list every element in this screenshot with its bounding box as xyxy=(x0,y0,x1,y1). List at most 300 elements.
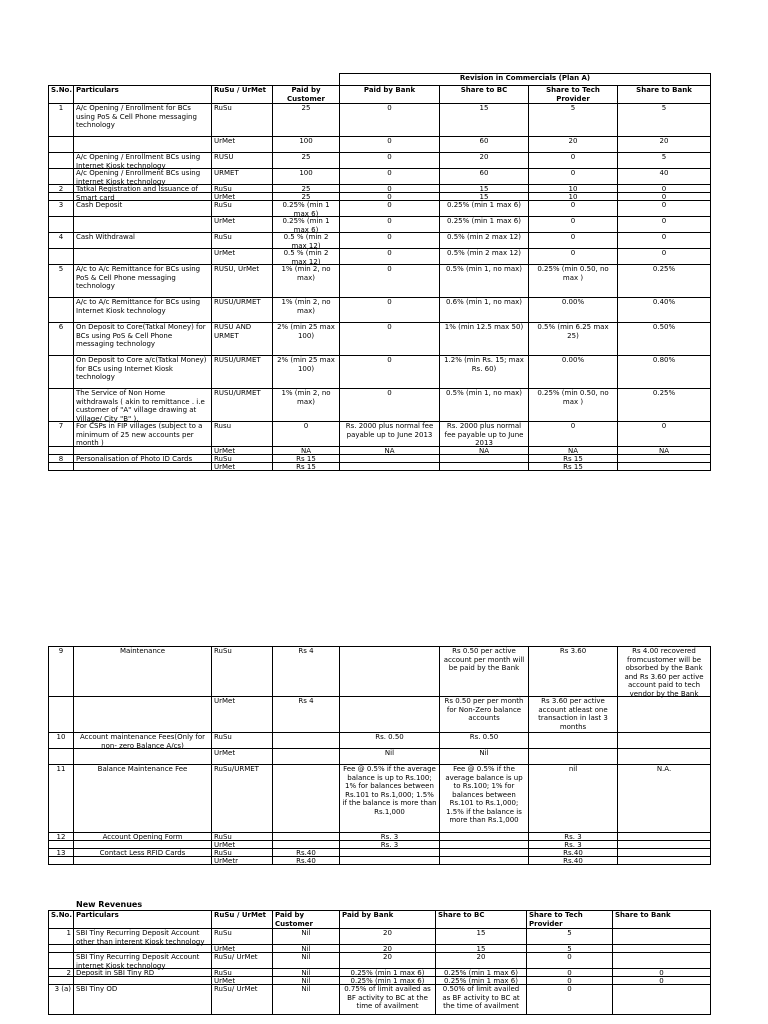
table-cell xyxy=(212,765,273,833)
table-cell xyxy=(273,153,340,169)
table-cell xyxy=(618,765,711,833)
cell-text: RuSu xyxy=(214,455,232,463)
cell-text: 0 xyxy=(387,217,392,225)
table-cell xyxy=(440,447,529,455)
table-row xyxy=(49,765,711,833)
cell-text: 0 xyxy=(387,249,392,257)
table-cell xyxy=(212,422,273,447)
cell-text: 0.00% xyxy=(561,298,585,306)
cell-text: Rs.40 xyxy=(563,849,583,857)
table-cell xyxy=(440,153,529,169)
table-cell xyxy=(273,977,340,985)
cell-text: Cash Withdrawal xyxy=(76,233,135,241)
cell-text: Rs.40 xyxy=(563,857,583,865)
table-cell xyxy=(529,169,618,185)
table-cell xyxy=(529,455,618,463)
cell-text: RUSU/URMET xyxy=(214,389,261,397)
cell-text: Rs.40 xyxy=(296,857,316,865)
table-cell xyxy=(49,233,74,249)
cell-text: 0 xyxy=(387,169,392,177)
table-cell xyxy=(49,323,74,356)
new-revenues-title: New Revenues xyxy=(76,900,143,909)
table-cell xyxy=(440,249,529,265)
table-cell xyxy=(529,733,618,749)
table-cell xyxy=(49,265,74,298)
cell-text: 5 xyxy=(567,945,572,953)
table-cell xyxy=(618,455,711,463)
table-cell xyxy=(49,985,74,1015)
table-cell xyxy=(273,849,340,857)
table-cell xyxy=(49,697,74,733)
table-cell xyxy=(212,985,273,1015)
table-cell xyxy=(340,447,440,455)
table-cell xyxy=(340,841,440,849)
cell-text: 20 xyxy=(476,953,486,961)
cell-text: 0 xyxy=(387,193,392,201)
table-cell xyxy=(273,697,340,733)
cell-text: 1% (min 2, no max) xyxy=(281,265,331,282)
cell-text: Account Opening Form xyxy=(102,833,183,841)
cell-text: The Service of Non Home withdrawals ( akin to remittance . i.e customer of "A" village drawing at Village/ City "B" ). xyxy=(76,389,205,423)
cell-text: 0 xyxy=(570,217,576,225)
cell-text: Fee @ 0.5% if the average balance is up to Rs.100; 1% for balances between Rs.101 to Rs.1,000; 1.5% if the balance is more than Rs.1,000 xyxy=(445,765,523,824)
table-cell xyxy=(212,201,273,217)
table-cell xyxy=(49,977,74,985)
table-cell xyxy=(74,137,212,153)
table-cell xyxy=(273,217,340,233)
cell-text: Rs 0.50 per active account per month will be paid by the Bank xyxy=(443,647,525,672)
table-cell xyxy=(340,137,440,153)
cell-text: 0 xyxy=(661,217,667,225)
table-cell xyxy=(74,857,212,865)
cell-text: 0 xyxy=(387,153,392,161)
table-cell xyxy=(49,153,74,169)
cell-text: RuSu xyxy=(214,833,232,841)
cell-text: 15 xyxy=(479,185,489,193)
table-cell xyxy=(527,969,613,977)
cell-text: Balance Maintenance Fee xyxy=(97,765,188,773)
cell-text: 3 (a) xyxy=(54,985,71,993)
table-cell xyxy=(273,833,340,841)
cell-text: 0 xyxy=(659,977,664,985)
table-cell xyxy=(618,153,711,169)
cell-text: 20 xyxy=(383,945,392,953)
table-cell xyxy=(440,169,529,185)
table-row xyxy=(49,857,711,865)
cell-text: NA xyxy=(567,447,579,455)
table-cell xyxy=(440,422,529,447)
table-cell xyxy=(440,765,529,833)
table-cell xyxy=(436,985,527,1015)
table-cell xyxy=(273,185,340,193)
cell-text: Rs 0.50 per per month for Non-Zero balance accounts xyxy=(444,697,524,722)
cell-text: 0.5% (min 2 max 12) xyxy=(447,249,521,257)
table-cell xyxy=(212,389,273,422)
table-row xyxy=(49,969,711,977)
table-cell xyxy=(440,265,529,298)
cell-text: Contact Less RFID Cards xyxy=(99,849,186,857)
table-cell xyxy=(273,169,340,185)
table-cell xyxy=(212,447,273,455)
table-row xyxy=(49,929,711,945)
table-cell xyxy=(440,833,529,841)
table-cell xyxy=(529,765,618,833)
cell-text: UrMet xyxy=(214,697,236,705)
table-cell xyxy=(74,455,212,463)
table-header-row xyxy=(49,86,711,104)
cell-text: SBI Tiny Recurring Deposit Account internet Kiosk technology xyxy=(76,953,200,970)
cell-text: 2 xyxy=(66,969,71,977)
cell-text: 7 xyxy=(58,422,64,430)
cell-text: A/c Opening / Enrollment for BCs using PoS & Cell Phone messaging technology xyxy=(76,104,197,129)
table-cell xyxy=(618,193,711,201)
table-cell xyxy=(49,298,74,323)
cell-text: 0 xyxy=(661,185,667,193)
table-cell xyxy=(273,857,340,865)
table-cell xyxy=(340,833,440,841)
table-cell xyxy=(618,298,711,323)
cell-text: RUSU xyxy=(214,153,234,161)
table-cell xyxy=(618,104,711,137)
table-cell xyxy=(74,969,212,977)
table-row xyxy=(49,733,711,749)
cell-text: 10 xyxy=(568,193,578,201)
table-cell xyxy=(340,749,440,765)
cell-text: Nil xyxy=(301,945,311,953)
cell-text: Nil xyxy=(301,977,311,985)
table-row xyxy=(49,249,711,265)
table-row xyxy=(49,463,711,471)
table-cell xyxy=(273,356,340,389)
col-sno: S.No. xyxy=(49,86,74,104)
cell-text: 0.5% (min 2 max 12) xyxy=(447,233,521,241)
cell-text: Rs. 3 xyxy=(380,833,399,841)
table-cell xyxy=(618,857,711,865)
cell-text: 60 xyxy=(479,137,489,145)
cell-text: RUSU AND URMET xyxy=(214,323,252,340)
cell-text: RuSu xyxy=(214,969,232,977)
table-cell xyxy=(340,985,436,1015)
table-cell xyxy=(74,201,212,217)
cell-text: 0.25% (min 1 max 6) xyxy=(444,977,518,985)
cell-text: 5 xyxy=(58,265,64,273)
table-cell xyxy=(74,929,212,945)
col-share-to-bc: Share to BC xyxy=(436,911,527,929)
cell-text: RuSu/URMET xyxy=(214,765,259,773)
table-cell xyxy=(529,185,618,193)
cell-text: A/c Opening / Enrollment BCs using internet Kiosk technology xyxy=(76,169,201,186)
table-cell xyxy=(436,977,527,985)
table-cell xyxy=(212,977,273,985)
table-cell xyxy=(613,945,711,953)
cell-text: URMET xyxy=(214,169,239,177)
table-cell xyxy=(74,463,212,471)
cell-text: 0 xyxy=(387,233,392,241)
cell-text: 0 xyxy=(387,185,392,193)
cell-text: 11 xyxy=(56,765,66,773)
cell-text: RuSu xyxy=(214,233,232,241)
cell-text: Rs. 3 xyxy=(380,841,399,849)
cell-text: RUSU/URMET xyxy=(214,298,261,306)
cell-text: 40 xyxy=(659,169,669,177)
table-cell xyxy=(273,233,340,249)
cell-text: 25 xyxy=(301,153,311,161)
maintenance-table xyxy=(48,646,711,865)
cell-text: 0.75% of limit availed as BF activity to BC at the time of availment xyxy=(344,985,431,1010)
table-cell xyxy=(529,193,618,201)
cell-text: Rs 15 xyxy=(296,455,316,463)
cell-text: 5 xyxy=(661,104,667,112)
cell-text: Rs. 0.50 xyxy=(469,733,499,741)
table-row xyxy=(49,422,711,447)
table-cell xyxy=(273,422,340,447)
cell-text: 25 xyxy=(301,185,311,193)
table-cell xyxy=(529,697,618,733)
cell-text: 0 xyxy=(567,969,572,977)
table-cell xyxy=(618,356,711,389)
table-cell xyxy=(74,153,212,169)
cell-text: UrMet xyxy=(214,463,236,471)
cell-text: Maintenance xyxy=(119,647,166,655)
commercials-table-plan-a xyxy=(48,73,711,471)
table-cell xyxy=(618,849,711,857)
cell-text: N.A. xyxy=(656,765,672,773)
table-cell xyxy=(74,389,212,422)
table-cell xyxy=(74,849,212,857)
cell-text: 13 xyxy=(56,849,66,857)
cell-text: 0 xyxy=(661,422,667,430)
table-cell xyxy=(529,422,618,447)
table-header-row xyxy=(49,911,711,929)
table-cell xyxy=(618,323,711,356)
cell-text: UrMetr xyxy=(214,857,238,865)
table-cell xyxy=(49,929,74,945)
cell-text: A/c Opening / Enrollment BCs using Internet Kiosk technology xyxy=(76,153,201,170)
cell-text: RuSu xyxy=(214,929,232,937)
table-cell xyxy=(273,945,340,953)
table-cell xyxy=(440,647,529,697)
table-cell xyxy=(618,447,711,455)
cell-text: Rs 4 xyxy=(298,647,314,655)
table-cell xyxy=(74,298,212,323)
cell-text: Personalisation of Photo ID Cards xyxy=(76,455,193,463)
table-cell xyxy=(49,169,74,185)
table-row xyxy=(49,298,711,323)
table-cell xyxy=(74,697,212,733)
table-cell xyxy=(212,455,273,463)
cell-text: 0 xyxy=(659,969,664,977)
table-cell xyxy=(340,929,436,945)
table-cell xyxy=(618,249,711,265)
cell-text: 100 xyxy=(299,169,313,177)
table-cell xyxy=(212,857,273,865)
table-cell xyxy=(74,977,212,985)
table-cell xyxy=(527,929,613,945)
table-cell xyxy=(212,137,273,153)
cell-text: UrMet xyxy=(214,945,236,953)
table-cell xyxy=(212,749,273,765)
table-cell xyxy=(618,233,711,249)
col-particulars: Particulars xyxy=(74,86,212,104)
cell-text: SBI Tiny Recurring Deposit Account other than interent Kiosk technology xyxy=(76,929,205,946)
cell-text: Rs 15 xyxy=(563,455,583,463)
cell-text: NA xyxy=(300,447,312,455)
cell-text: Nil xyxy=(301,969,311,977)
table-cell xyxy=(436,969,527,977)
table-row xyxy=(49,217,711,233)
cell-text: RuSu/ UrMet xyxy=(214,985,258,993)
table-cell xyxy=(340,104,440,137)
table-cell xyxy=(529,323,618,356)
cell-text: 0 xyxy=(661,249,667,257)
table-row xyxy=(49,153,711,169)
col-share-to-bc: Share to BC xyxy=(440,86,529,104)
table-cell xyxy=(529,463,618,471)
cell-text: Rs 3.60 xyxy=(559,647,587,655)
table-cell xyxy=(212,265,273,298)
cell-text: RUSU/URMET xyxy=(214,356,261,364)
table-row xyxy=(49,233,711,249)
table-cell xyxy=(529,217,618,233)
table-cell xyxy=(340,389,440,422)
table-cell xyxy=(212,969,273,977)
cell-text: 10 xyxy=(568,185,578,193)
table-row xyxy=(49,985,711,1015)
cell-text: 0 xyxy=(387,298,392,306)
table-cell xyxy=(273,137,340,153)
table-cell xyxy=(529,356,618,389)
table-cell xyxy=(440,849,529,857)
table-cell xyxy=(273,463,340,471)
table-cell xyxy=(273,985,340,1015)
table-cell xyxy=(273,455,340,463)
table-cell xyxy=(340,323,440,356)
table-cell xyxy=(273,765,340,833)
cell-text: UrMet xyxy=(214,447,236,455)
table-cell xyxy=(440,298,529,323)
table-cell xyxy=(212,249,273,265)
cell-text: 3 xyxy=(58,201,64,209)
table-cell xyxy=(618,841,711,849)
table-cell xyxy=(529,857,618,865)
cell-text: 0 xyxy=(303,422,309,430)
cell-text: RuSu xyxy=(214,104,232,112)
table-cell xyxy=(49,849,74,857)
cell-text: Rs. 0.50 xyxy=(375,733,404,741)
cell-text: 2% (min 25 max 100) xyxy=(277,356,335,373)
table-cell xyxy=(440,104,529,137)
col-rusu-urmet: RuSu / UrMet xyxy=(212,911,273,929)
table-cell xyxy=(49,217,74,233)
table-cell xyxy=(212,356,273,389)
table-cell xyxy=(74,833,212,841)
table-cell xyxy=(613,977,711,985)
table-cell xyxy=(74,765,212,833)
cell-text: 0.5 % (min 2 max 12) xyxy=(283,249,329,266)
cell-text: SBI Tiny OD xyxy=(76,985,118,993)
table-cell xyxy=(49,749,74,765)
col-share-to-bank: Share to Bank xyxy=(613,911,711,929)
table-cell xyxy=(618,733,711,749)
table-cell xyxy=(273,929,340,945)
cell-text: 0 xyxy=(387,104,392,112)
table-cell xyxy=(273,104,340,137)
table-cell xyxy=(273,323,340,356)
table-cell xyxy=(527,985,613,1015)
table-row xyxy=(49,185,711,193)
cell-text: 1% (min 2, no max) xyxy=(281,389,331,406)
table-cell xyxy=(340,193,440,201)
cell-text: 0.50% xyxy=(652,323,676,331)
cell-text: 0.25% (min 1 max 6) xyxy=(447,217,521,225)
cell-text: 0 xyxy=(387,389,392,397)
table-cell xyxy=(340,422,440,447)
cell-text: UrMet xyxy=(214,841,236,849)
table-cell xyxy=(436,953,527,969)
table-cell xyxy=(74,953,212,969)
table-cell xyxy=(212,233,273,249)
cell-text: 0.00% xyxy=(561,356,585,364)
cell-text: nil xyxy=(568,765,578,773)
table-row xyxy=(49,849,711,857)
col-rusu-urmet: RuSu / UrMet xyxy=(212,86,273,104)
table-cell xyxy=(49,137,74,153)
cell-text: 0 xyxy=(570,153,576,161)
col-sno: S.No. xyxy=(49,911,74,929)
table-row xyxy=(49,389,711,422)
table-cell xyxy=(340,945,436,953)
cell-text: 12 xyxy=(56,833,66,841)
cell-text: RuSu xyxy=(214,733,232,741)
cell-text: 25 xyxy=(301,104,311,112)
col-share-to-tech: Share to Tech Provider xyxy=(529,86,618,104)
cell-text: 0 xyxy=(570,201,576,209)
table-cell xyxy=(49,389,74,422)
cell-text: Rs. 2000 plus normal fee payable up to June 2013 xyxy=(444,422,524,447)
table-cell xyxy=(273,249,340,265)
cell-text: 0.25% xyxy=(652,265,676,273)
table-cell xyxy=(273,447,340,455)
table-cell xyxy=(74,422,212,447)
table-cell xyxy=(49,841,74,849)
table-cell xyxy=(527,945,613,953)
table-cell xyxy=(529,153,618,169)
table-cell xyxy=(340,201,440,217)
table-cell xyxy=(212,647,273,697)
cell-text: 15 xyxy=(479,193,489,201)
table-cell xyxy=(340,647,440,697)
col-share-to-bank: Share to Bank xyxy=(618,86,711,104)
table-cell xyxy=(212,849,273,857)
table-cell xyxy=(440,193,529,201)
cell-text: 2% (min 25 max 100) xyxy=(277,323,335,340)
table-cell xyxy=(273,298,340,323)
table-cell xyxy=(613,929,711,945)
table-row xyxy=(49,833,711,841)
cell-text: 20 xyxy=(479,153,489,161)
table-row xyxy=(49,749,711,765)
cell-text: 0 xyxy=(661,193,667,201)
col-paid-by-bank: Paid by Bank xyxy=(340,86,440,104)
table-cell xyxy=(529,841,618,849)
cell-text: 60 xyxy=(479,169,489,177)
cell-text: 0.5% (min 1, no max) xyxy=(446,265,522,273)
cell-text: 6 xyxy=(58,323,64,331)
table-row xyxy=(49,977,711,985)
table-cell xyxy=(212,733,273,749)
table-cell xyxy=(529,298,618,323)
cell-text: 0 xyxy=(387,201,392,209)
